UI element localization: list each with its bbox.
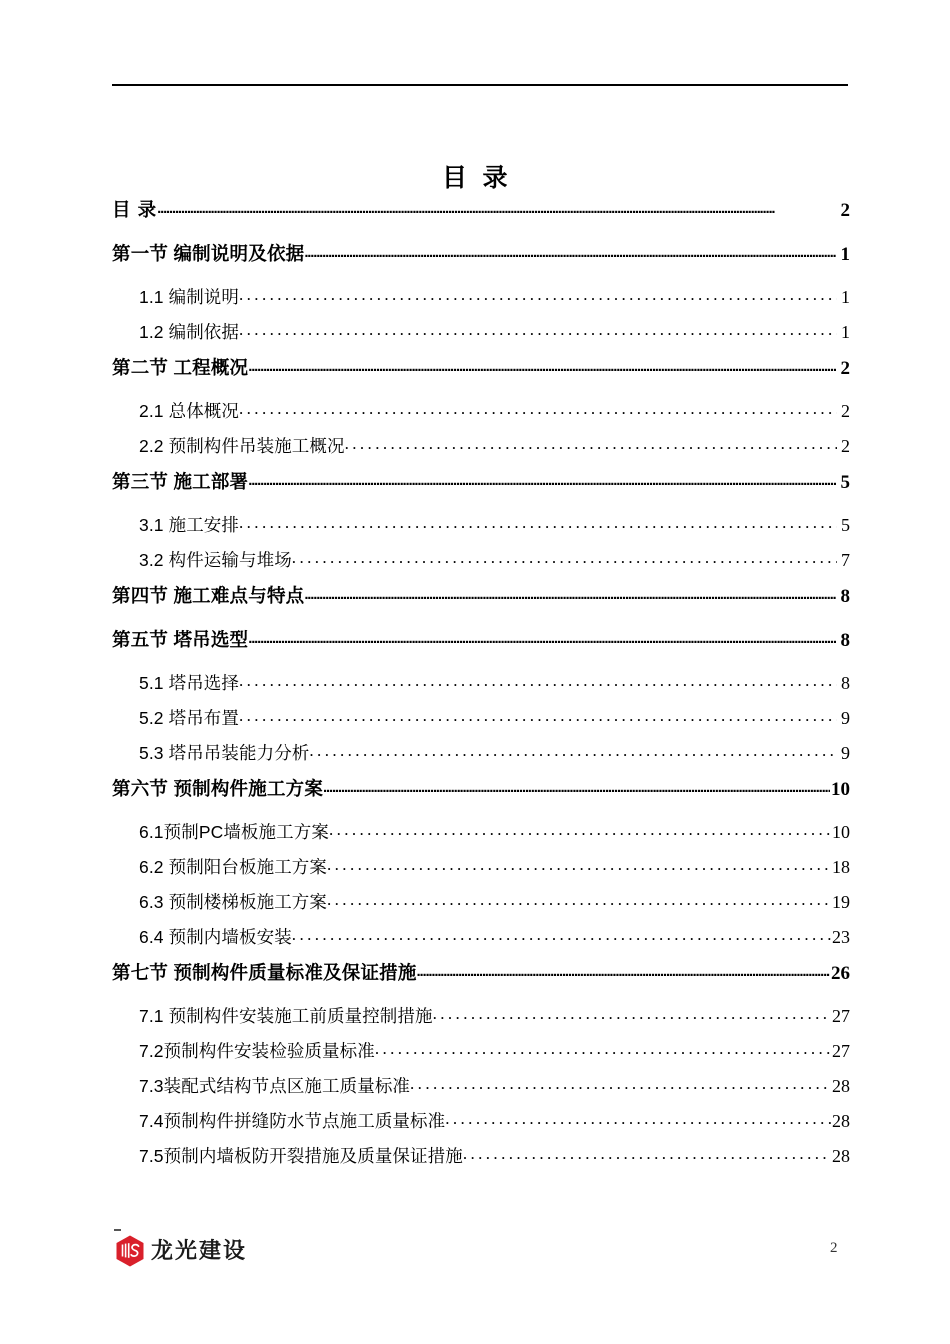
toc-entry[interactable] bbox=[112, 354, 850, 398]
page-title: 目 录 bbox=[442, 164, 508, 192]
toc-dot-leader bbox=[292, 926, 831, 943]
longguang-hexagon-logo-icon bbox=[115, 1235, 145, 1267]
toc-entry-page-number: 9 bbox=[841, 708, 850, 728]
toc-entry-label: 5.1 塔吊选择 bbox=[139, 673, 239, 693]
toc-dot-leader bbox=[239, 286, 837, 303]
footer-page-number: 2 bbox=[830, 1240, 838, 1256]
toc-entry[interactable] bbox=[139, 547, 850, 582]
toc-entry-page-number: 19 bbox=[832, 892, 850, 912]
toc-entry-label: 7.5预制内墙板防开裂措施及质量保证措施 bbox=[139, 1146, 463, 1166]
toc-entry-label: 第三节 施工部署 bbox=[112, 471, 249, 492]
toc-dot-leader bbox=[410, 1075, 831, 1092]
toc-entry-page-number: 9 bbox=[841, 743, 850, 763]
toc-entry-page-number: 18 bbox=[832, 857, 850, 877]
toc-entry-label: 第五节 塔吊选型 bbox=[112, 629, 249, 650]
toc-entry-label: 1.2 编制依据 bbox=[139, 322, 239, 342]
toc-dot-leader bbox=[375, 1040, 831, 1057]
toc-entry-page-number: 8 bbox=[840, 586, 850, 607]
toc-entry[interactable] bbox=[139, 924, 850, 959]
toc-dot-leader bbox=[239, 672, 837, 689]
toc-entry-page-number: 1 bbox=[841, 322, 850, 342]
toc-entry-label: 第一节 编制说明及依据 bbox=[112, 243, 305, 264]
toc-entry-page-number: 7 bbox=[841, 550, 850, 570]
toc-entry-page-number: 27 bbox=[832, 1006, 850, 1026]
page-header bbox=[112, 70, 848, 90]
toc-entry-page-number: 2 bbox=[840, 358, 850, 379]
toc-entry[interactable] bbox=[112, 196, 850, 240]
toc-entry[interactable] bbox=[139, 819, 850, 854]
footer-tick-mark bbox=[114, 1229, 121, 1231]
toc-dot-leader bbox=[239, 321, 837, 338]
toc-entry-label: 6.1预制PC墙板施工方案 bbox=[139, 822, 329, 842]
toc-entry-label: 第七节 预制构件质量标准及保证措施 bbox=[112, 962, 417, 983]
toc-entry-page-number: 28 bbox=[832, 1076, 850, 1096]
toc-entry-label: 6.3 预制楼梯板施工方案 bbox=[139, 892, 327, 912]
toc-entry[interactable] bbox=[139, 854, 850, 889]
toc-entry-page-number: 1 bbox=[840, 244, 850, 265]
toc-entry[interactable] bbox=[112, 582, 850, 626]
brand-logo bbox=[115, 1235, 247, 1267]
toc-entry[interactable] bbox=[139, 670, 850, 705]
toc-entry-page-number: 26 bbox=[831, 963, 850, 984]
toc-entry[interactable] bbox=[139, 512, 850, 547]
toc-entry-page-number: 5 bbox=[841, 515, 850, 535]
toc-dot-leader bbox=[239, 400, 837, 417]
toc-dot-leader bbox=[304, 242, 836, 260]
toc-entry[interactable] bbox=[112, 626, 850, 670]
toc-entry-label: 3.2 构件运输与堆场 bbox=[139, 550, 292, 570]
toc-entry[interactable] bbox=[139, 284, 850, 319]
toc-dot-leader bbox=[327, 891, 831, 908]
toc-entry[interactable] bbox=[139, 889, 850, 924]
toc-dot-leader bbox=[327, 856, 831, 873]
page-footer bbox=[0, 1228, 950, 1298]
toc-entry[interactable] bbox=[139, 433, 850, 468]
toc-entry-label: 2.1 总体概况 bbox=[139, 401, 239, 421]
toc-entry-label: 7.4预制构件拼缝防水节点施工质量标准 bbox=[139, 1111, 446, 1131]
toc-entry-label: 6.2 预制阳台板施工方案 bbox=[139, 857, 327, 877]
toc-entry[interactable] bbox=[112, 468, 850, 512]
toc-entry[interactable] bbox=[139, 1108, 850, 1143]
toc-entry-page-number: 2 bbox=[840, 200, 850, 221]
toc-entry-label: 7.2预制构件安装检验质量标准 bbox=[139, 1041, 375, 1061]
toc-entry-page-number: 8 bbox=[841, 673, 850, 693]
toc-dot-leader bbox=[329, 821, 831, 838]
toc-dot-leader bbox=[463, 1145, 831, 1162]
toc-entry[interactable] bbox=[112, 959, 850, 1003]
toc-entry[interactable] bbox=[139, 1143, 850, 1178]
toc-entry-label: 5.2 塔吊布置 bbox=[139, 708, 239, 728]
toc-entry-page-number: 28 bbox=[832, 1111, 850, 1131]
toc-dot-leader bbox=[345, 435, 837, 452]
toc-dot-leader bbox=[304, 584, 836, 602]
toc-entry[interactable] bbox=[139, 705, 850, 740]
toc-entry-label: 目 录 bbox=[112, 199, 158, 220]
toc-entry-label: 第二节 工程概况 bbox=[112, 357, 249, 378]
toc-entry[interactable] bbox=[112, 775, 850, 819]
toc-entry[interactable] bbox=[139, 319, 850, 354]
toc-dot-leader bbox=[248, 356, 836, 374]
toc-entry-label: 7.1 预制构件安装施工前质量控制措施 bbox=[139, 1006, 433, 1026]
toc-entry[interactable] bbox=[139, 1003, 850, 1038]
toc-entry-label: 5.3 塔吊吊装能力分析 bbox=[139, 743, 310, 763]
toc-entry-label: 2.2 预制构件吊装施工概况 bbox=[139, 436, 345, 456]
toc-entry-page-number: 2 bbox=[841, 401, 850, 421]
toc-entry-label: 第四节 施工难点与特点 bbox=[112, 585, 305, 606]
toc-entry-label: 第六节 预制构件施工方案 bbox=[112, 778, 324, 799]
toc-dot-leader bbox=[309, 742, 837, 759]
toc-entry[interactable] bbox=[139, 740, 850, 775]
toc-entry-page-number: 10 bbox=[832, 822, 850, 842]
toc-entry[interactable] bbox=[139, 1073, 850, 1108]
toc-entry-page-number: 28 bbox=[832, 1146, 850, 1166]
toc-entry[interactable] bbox=[112, 240, 850, 284]
toc-dot-leader bbox=[323, 777, 830, 795]
toc-dot-leader bbox=[239, 514, 837, 531]
toc-dot-leader bbox=[248, 470, 836, 488]
toc-entry-page-number: 27 bbox=[832, 1041, 850, 1061]
toc-entry-page-number: 2 bbox=[841, 436, 850, 456]
toc-dot-leader bbox=[157, 198, 836, 216]
toc-entry-page-number: 8 bbox=[840, 630, 850, 651]
toc-dot-leader bbox=[417, 961, 830, 979]
toc-entry-label: 7.3装配式结构节点区施工质量标准 bbox=[139, 1076, 411, 1096]
header-rule bbox=[112, 84, 848, 86]
toc-dot-leader bbox=[433, 1005, 831, 1022]
toc-entry-page-number: 23 bbox=[832, 927, 850, 947]
table-of-contents bbox=[112, 196, 850, 1178]
brand-name: 龙光建设 bbox=[151, 1238, 248, 1263]
toc-dot-leader bbox=[239, 707, 837, 724]
toc-entry-label: 3.1 施工安排 bbox=[139, 515, 239, 535]
toc-entry-page-number: 5 bbox=[840, 472, 850, 493]
toc-entry-label: 6.4 预制内墙板安装 bbox=[139, 927, 292, 947]
toc-dot-leader bbox=[445, 1110, 831, 1127]
toc-entry-page-number: 1 bbox=[841, 287, 850, 307]
toc-dot-leader bbox=[248, 628, 836, 646]
toc-dot-leader bbox=[292, 549, 837, 566]
toc-entry[interactable] bbox=[139, 398, 850, 433]
toc-entry-page-number: 10 bbox=[831, 779, 850, 800]
toc-entry-label: 1.1 编制说明 bbox=[139, 287, 239, 307]
toc-entry[interactable] bbox=[139, 1038, 850, 1073]
